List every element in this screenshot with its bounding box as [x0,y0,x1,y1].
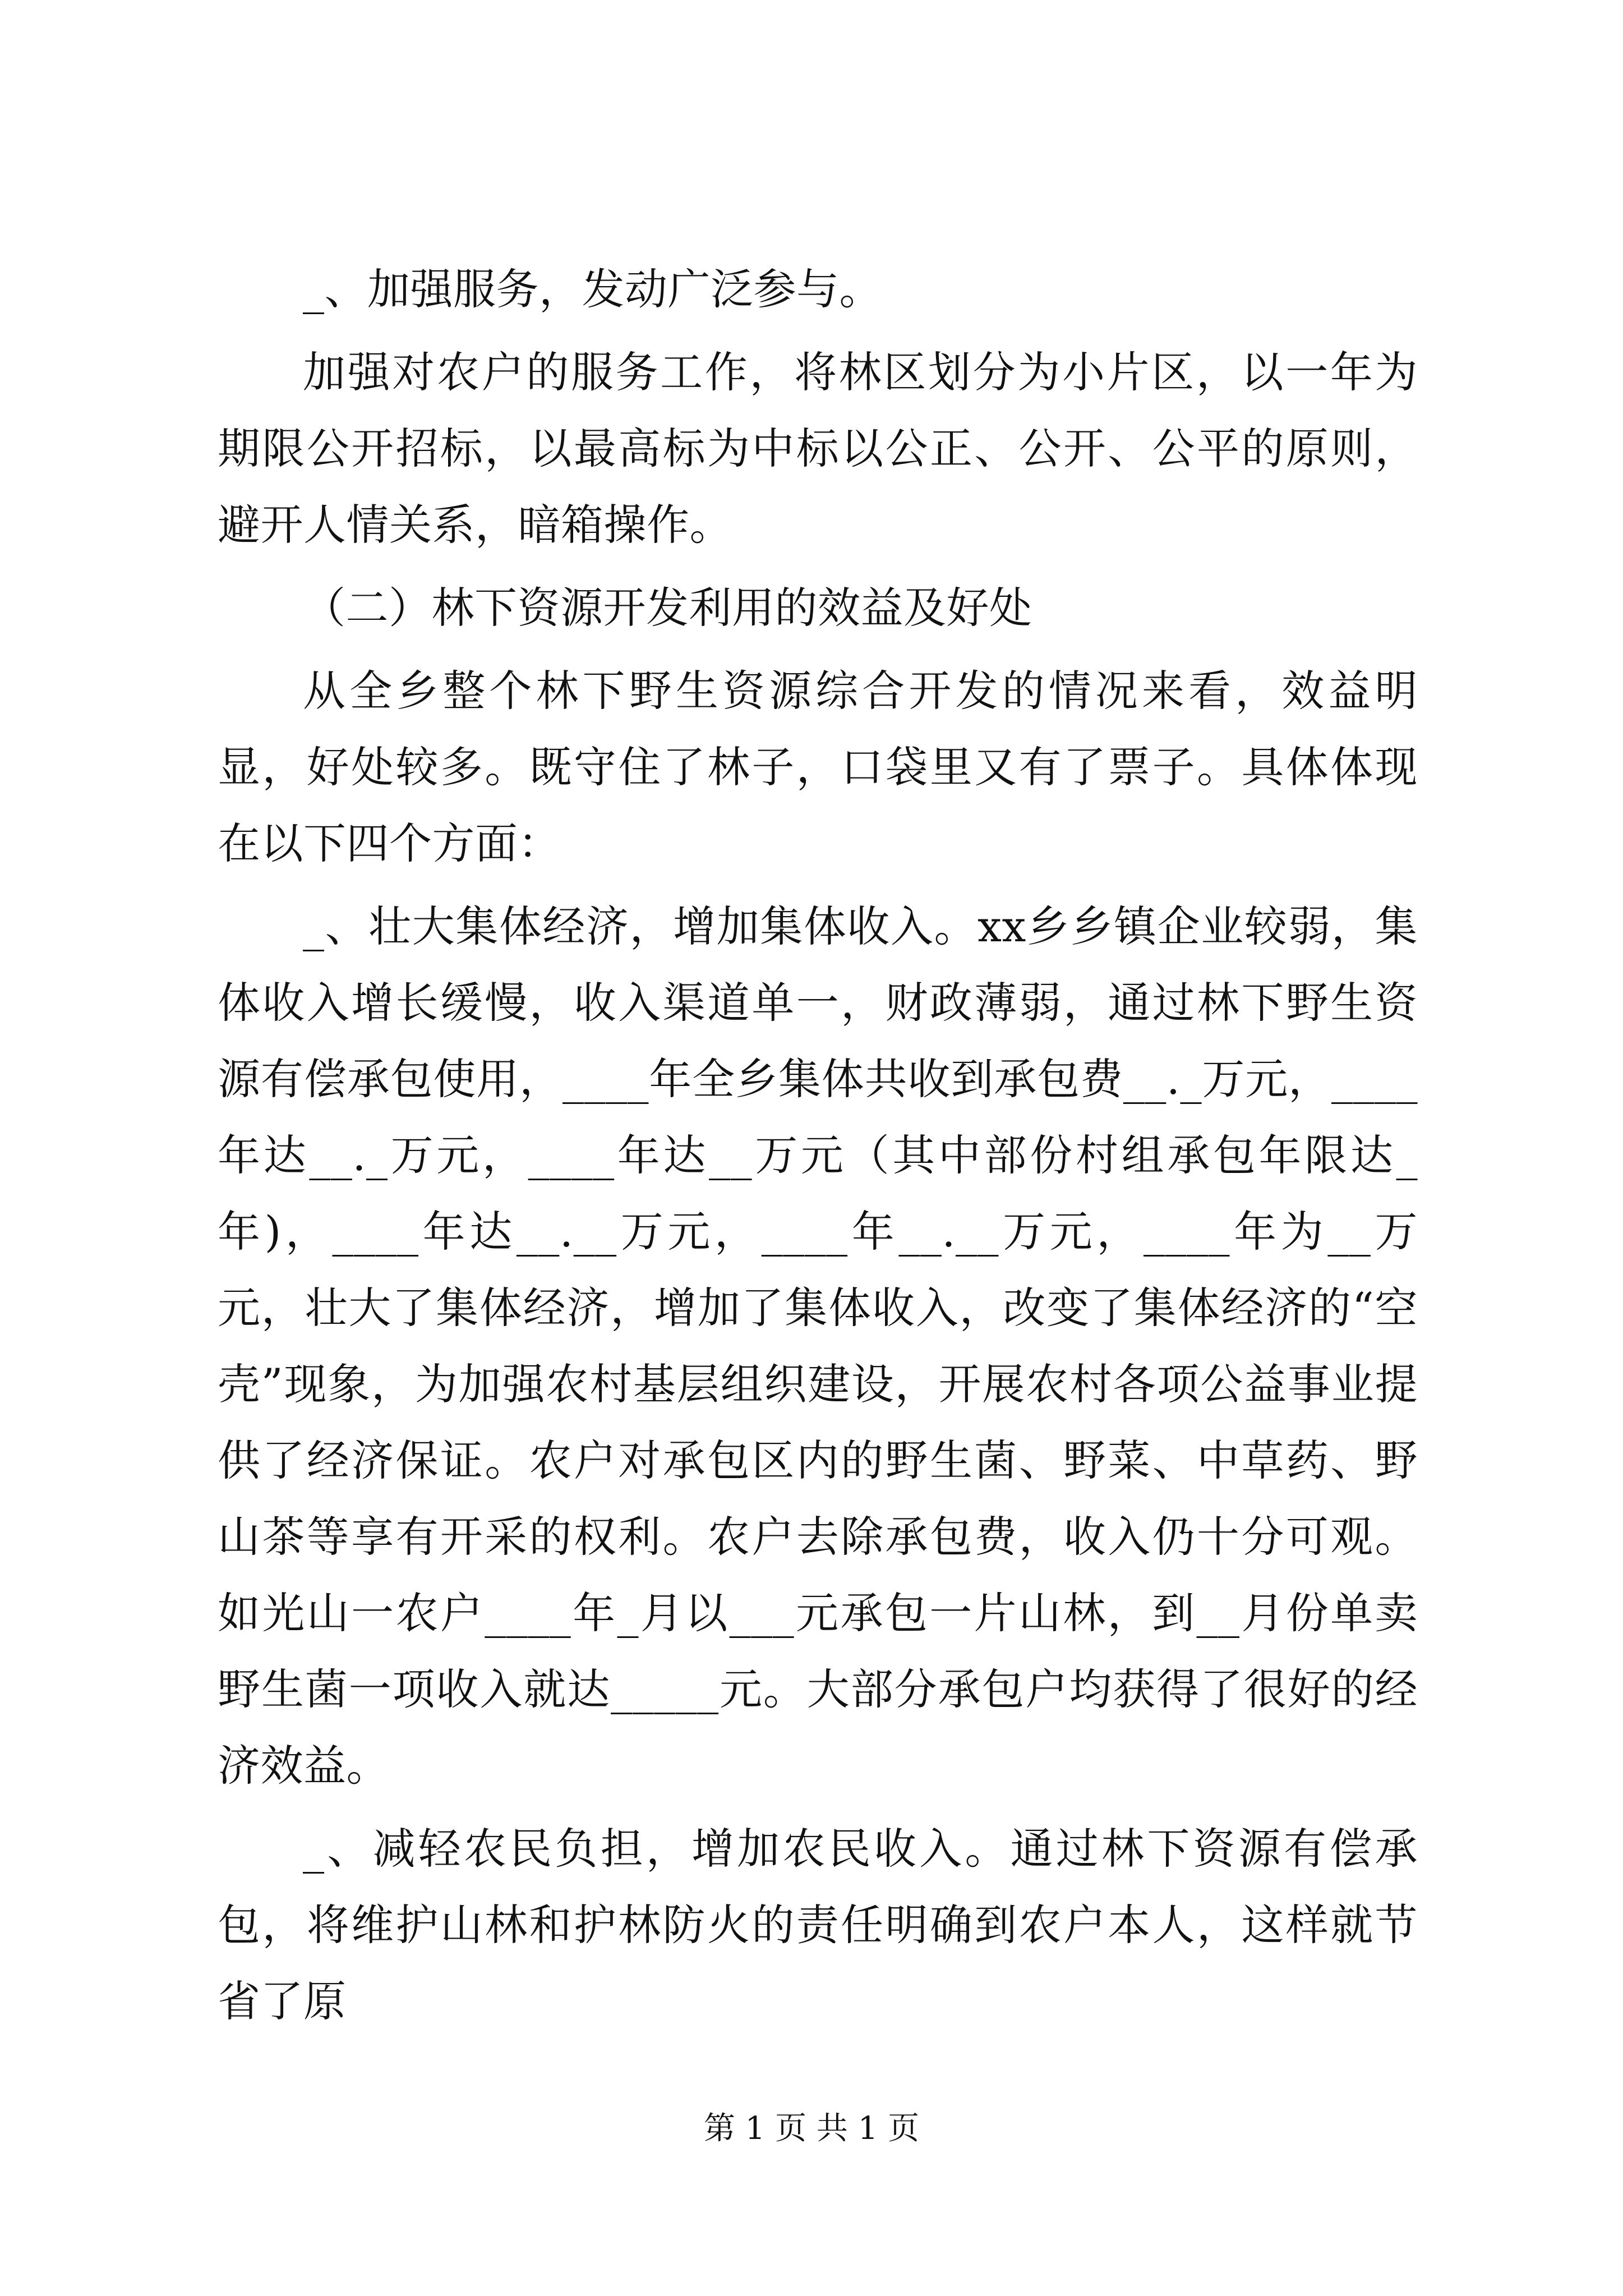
page-footer: 第 1 页 共 1 页 [703,2110,920,2147]
paragraph-service-heading: _、加强服务，发动广泛参与。 [303,264,882,314]
document-body [218,251,1418,2040]
paragraph-benefits-overview: 从全乡整个林下野生资源综合开发的情况来看，效益明显，好处较多。既守住了林子，口袋里又有了票子。具体体现在以下四个方面： [218,666,1418,868]
paragraph-collective-economy: _、壮大集体经济，增加集体收入。xx乡乡镇企业较弱，集体收入增长缓慢，收入渠道单一，财政薄弱，通过林下野生资源有偿承包使用，____年全乡集体共收到承包费__._万元，____年达__._万元，____年达__万元（其中部份村组承包年限达_年)，____年达__.__万元，____年__.__万元，____年为__万元，壮大了集体经济，增加了集体收入，改变了集体经济的“空壳”现象，为加强农村基层组织建设，开展农村各项公益事业提供了经济保证。农户对承包区内的野生菌、野菜、中草药、野山茶等享有开采的权利。农户去除承包费，收入仍十分可观。如光山一农户____年_月以___元承包一片山林，到__月份单卖野生菌一项收入就达_____元。大部分承包户均获得了很好的经济效益。 [218,901,1418,1791]
paragraph-farmer-burden: _、减轻农民负担，增加农民收入。通过林下资源有偿承包，将维护山林和护林防火的责任明确到农户本人，这样就节省了原 [218,1824,1418,2026]
paragraph-service-detail: 加强对农户的服务工作，将林区划分为小片区，以一年为期限公开招标，以最高标为中标以公正、公开、公平的原则，避开人情关系，暗箱操作。 [218,347,1418,550]
section-heading-benefits: （二）林下资源开发利用的效益及好处 [303,583,1032,633]
